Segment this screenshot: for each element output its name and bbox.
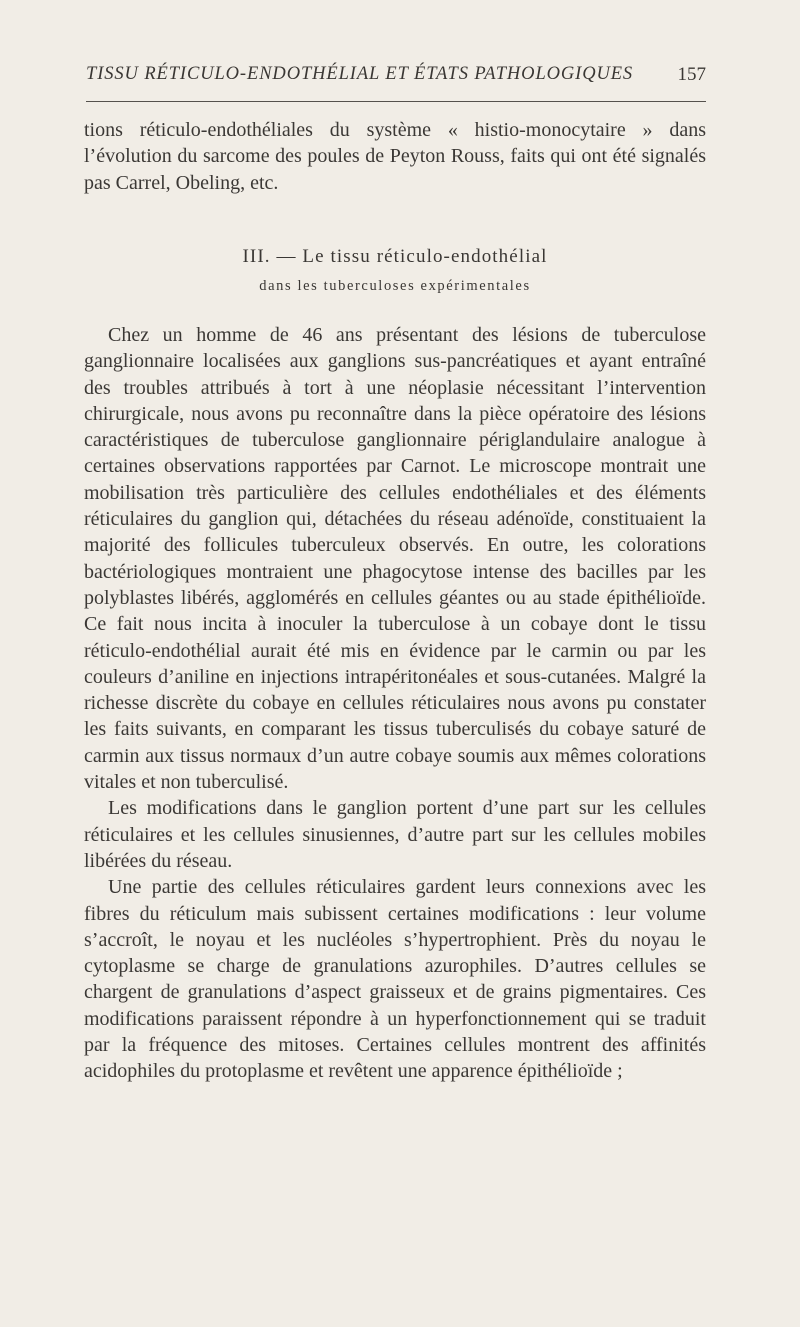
running-title: TISSU RÉTICULO-ENDOTHÉLIAL ET ÉTATS PATHOLOGIQUES — [86, 64, 634, 84]
page-header — [86, 64, 706, 96]
section-body — [84, 322, 706, 1085]
section-heading-line-2: dans les tuberculoses expérimentales — [259, 278, 531, 294]
paragraph: Les modifications dans le ganglion portent d’une part sur les cellules réticulaires et les cellules sinusiennes, d’autre part sur les cellules mobiles libérées du réseau. — [84, 797, 706, 872]
page-number: 157 — [677, 64, 706, 85]
continuation-paragraph: tions réticulo-endothéliales du système « histio-monocytaire » dans l’évolution du sarcome des poules de Peyton Rouss, faits qui ont été signalés pas Carrel, Obeling, etc. — [84, 119, 706, 194]
continuation-text — [84, 117, 706, 196]
section-heading-line-1: III. — Le tissu réticulo-endothélial — [242, 246, 548, 267]
header-rule — [86, 101, 706, 102]
paragraph: Chez un homme de 46 ans présentant des lésions de tuberculose ganglionnaire localisées aux ganglions sus-pancréatiques et ayant entraîné des troubles attribués à tort à une néoplasie nécessitant l’intervention chirurgicale, nous avons pu reconnaître dans la pièce opératoire des lésions caractéristiques de tuberculose ganglionnaire périglandulaire analogue à certaines observations rapportées par Carnot. Le microscope montrait une mobilisation très particulière des cellules endothéliales et des éléments réticulaires du ganglion qui, détachées du réseau adénoïde, constituaient la majorité des follicules tuberculeux observés. En outre, les colorations bactériologiques montraient une phagocytose intense des bacilles par les polyblastes libérés, agglomérés en cellules géantes ou au stade épithélioïde. Ce fait nous incita à inoculer la tuberculose à un cobaye dont le tissu réticulo-endothélial aurait été mis en évidence par le carmin ou par les couleurs d’aniline en injections intrapéritonéales et sous-cutanées. Malgré la richesse discrète du cobaye en cellules réticulaires nous avons pu constater les faits suivants, en comparant les tissus tuberculisés du cobaye saturé de carmin aux tissus normaux d’un autre cobaye soumis aux mêmes colorations vitales et non tuberculisé. — [84, 324, 706, 794]
paragraph: Une partie des cellules réticulaires gardent leurs connexions avec les fibres du réticulum mais subissent certaines modifications : leur volume s’accroît, le noyau et les nucléoles s’hypertrophient. Près du noyau le cytoplasme se charge de granulations azurophiles. D’autres cellules se chargent de granulations d’aspect graisseux et de grains pigmentaires. Ces modifications paraissent répondre à un hyperfonctionnement qui se traduit par la fréquence des mitoses. Certaines cellules montrent des affinités acidophiles du protoplasme et revêtent une apparence épithélioïde ; — [84, 876, 706, 1083]
